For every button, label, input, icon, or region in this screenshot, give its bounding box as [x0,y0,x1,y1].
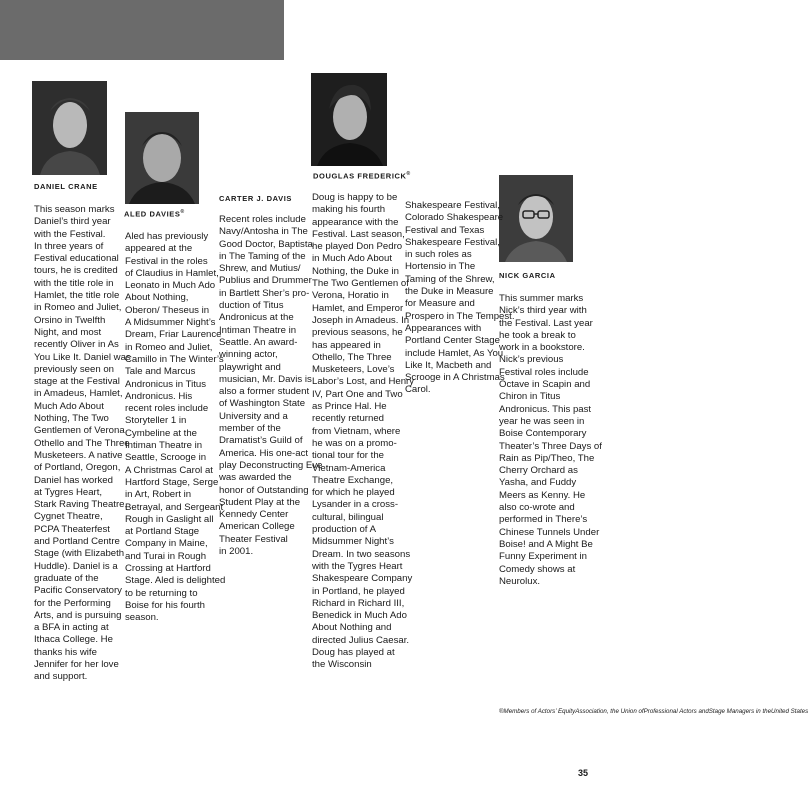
text-line: Cygnet Theatre, [34,511,103,523]
text-line: Stage Managers in the [708,708,772,715]
text-line: Nothing, the Duke in [312,265,399,277]
text-line: Appearances with [405,322,482,334]
name-nick-garcia: NICK GARCIA [499,271,556,280]
text-line: include Hamlet, As You [405,347,504,359]
text-line: honor of Outstanding [219,484,309,496]
text-line: PCPA Theaterfest [34,523,110,535]
headshot-aled-davies [125,112,199,204]
text-line: Association, the Union of [575,708,644,715]
text-line: Midsummer Night’s [312,536,394,548]
bio-carter-j-davis [219,214,322,558]
text-line: member of the [219,423,281,435]
text-line: at Portland Stage [125,526,200,538]
text-line: Joseph in Amadeus. In [312,314,410,326]
text-line: Recent roles include [219,214,306,225]
text-line: of Portland, Oregon, [34,462,121,474]
text-line: Dramatist’s Guild of [219,435,303,447]
text-line: previous seasons, he [312,327,403,339]
text-line: recent roles include [125,403,209,415]
text-line: Andronicus at the [219,312,294,324]
text-line: Musketeers, Love’s [312,364,395,376]
text-line: he played Don Pedro [312,241,403,253]
text-line: thanks his wife [34,646,97,658]
text-line: Festival and Texas [405,224,485,236]
text-line: Leonato in Much Ado [125,280,216,292]
text-line: Kennedy Center [219,509,289,521]
text-line: Hamlet, and Emperor [312,302,404,314]
text-line: in Portland, he played [312,585,405,597]
text-line: has appeared in [312,339,381,351]
text-line: the Duke in Measure [405,286,494,298]
text-line: United States [771,708,808,715]
text-line: in Much Ado About [312,253,393,265]
text-line: in 2001. [219,546,254,558]
text-line: Shakespeare Festival, [405,236,500,248]
text-line: Good Doctor, Baptista [219,238,313,250]
text-line: Yasha, and Fuddy [499,477,577,489]
text-line: Nothing, The Two [34,413,109,425]
text-line: in Bartlett Sher’s pro- [219,287,310,299]
text-line: in Amadeus, Hamlet, [34,388,123,400]
text-line: Betrayal, and Sergeant [125,501,224,513]
text-line: Hortensio in The [405,261,476,273]
text-line: Boise for his fourth [125,599,205,611]
text-line: Dream, Friar Laurence [125,329,222,341]
text-line: tours, he is credited [34,265,118,277]
text-line: Ithaca College. He [34,634,113,646]
text-line: Festival in the roles [125,255,208,267]
text-line: A Midsummer Night’s [125,317,216,329]
text-line: Stage. Aled is delighted [125,575,226,587]
text-line: Vietnam-America [312,462,386,474]
text-line: In three years of [34,240,104,252]
text-line: performed in There’s [499,514,588,526]
text-line: work in a bookstore. [499,342,585,354]
text-line: Nick’s previous [499,354,564,366]
text-line: playwright and [219,361,281,373]
text-line: Gentlemen of Verona, [34,425,128,437]
text-line: Meers as Kenny. He [499,489,586,501]
bio-douglas-frederick [312,192,414,672]
text-line: Theater’s Three Days of [499,440,602,452]
text-line: appearance with the [312,216,399,228]
text-line: Labor’s Lost, and Henry [312,376,415,388]
text-line: Huddle). Daniel is a [34,560,118,572]
text-line: Orsino in Twelfth [34,314,106,326]
text-line: Company in Maine, [125,538,208,550]
text-line: Shrew, and Mutius/ [219,263,301,275]
text-line: winning actor, [219,349,278,361]
text-line: for which he played [312,487,395,499]
text-line: making his fourth [312,204,386,216]
bio-aled-davies [125,231,225,625]
text-line: as Prince Hal. He [312,401,387,413]
text-line: Jennifer for her love [34,658,119,670]
text-line: he was on a promo- [312,437,397,449]
text-line: Tale and Marcus [125,366,196,378]
text-line: Night, and most [34,326,102,338]
text-line: to be returning to [125,587,198,599]
text-line: recently returned [312,413,384,425]
text-line: Crossing at Hartford [125,563,211,575]
text-line: Pacific Conservatory [34,585,122,597]
text-line: Like It, Macbeth and [405,359,492,371]
bio-nick-garcia [499,293,602,588]
text-line: This summer marks [499,293,584,304]
text-line: with the Tygres Heart [312,560,403,572]
text-line: stage at the Festival [34,376,120,388]
text-line: Hartford Stage, Serge [125,476,219,488]
text-line: Boise Contemporary [499,428,587,440]
text-line: Publius and Drummer [219,275,312,287]
text-line: graduate of the [34,572,99,584]
text-line: Colorado Shakespeare [405,212,504,224]
text-line: recently Oliver in As [34,339,119,351]
text-line: ®Members of Actors’ Equity [499,708,576,715]
text-line: Dream. In two seasons [312,548,411,560]
text-line: production of A [312,524,377,536]
text-line: from Vietnam, where [312,425,401,437]
text-line: Intiman Theatre in [219,324,297,336]
text-line: with the Festival. [34,228,106,240]
text-line: Festival. Last season, [312,228,405,240]
text-line: of Washington State [219,398,306,410]
text-line: musician, Mr. Davis is [219,373,312,385]
text-line: University and a [219,410,288,422]
text-line: Portland Center Stage [405,335,500,347]
text-line: and Portland Centre [34,536,120,548]
text-line: Scrooge in A Christmas [405,372,505,384]
text-line: Doug is happy to be [312,192,398,203]
text-line: for the Performing [34,597,111,609]
name-douglas-frederick: DOUGLAS FREDERICK® [313,171,411,181]
text-line: Seattle. An award- [219,336,298,348]
text-line: Taming of the Shrew, [405,273,495,285]
text-line: Nick’s third year with [499,305,587,317]
text-line: Neurolux. [499,575,541,587]
text-line: Theatre Exchange, [312,474,394,486]
text-line: Richard in Richard III, [312,597,405,609]
text-line: This season marks [34,204,115,215]
text-line: About Nothing and [312,622,392,634]
text-line: cultural, bilingual [312,511,384,523]
text-line: and support. [34,671,88,683]
text-line: Seattle, Scrooge in [125,452,207,464]
text-line: of Claudius in Hamlet, [125,267,219,279]
text-line: the Wisconsin [312,659,372,671]
text-line: Student Play at the [219,496,301,508]
text-line: Daniel has worked [34,474,113,486]
text-line: Festival roles include [499,366,589,378]
text-line: in Romeo and Juliet, [34,302,122,314]
text-line: also co-wrote and [499,502,575,514]
text-line: a BFA in acting at [34,622,109,634]
text-line: Theater Festival [219,533,288,545]
text-line: Camillo in The Winter’s [125,353,224,365]
text-line: Lysander in a cross- [312,499,399,511]
text-line: A Christmas Carol at [125,464,213,476]
text-line: Stark Raving Theatre, [34,499,128,511]
text-line: Comedy shows at [499,563,576,575]
headshot-carter-j-davis [219,128,291,180]
text-line: Benedick in Much Ado [312,610,407,622]
text-line: Oberon/ Theseus in [125,304,210,316]
text-line: for Measure and [405,298,475,310]
text-line: Cherry Orchard as [499,465,578,477]
text-line: season. [125,612,159,624]
text-line: Shakespeare Company [312,573,413,585]
text-line: Stage (with Elizabeth [34,548,125,560]
text-line: Much Ado About [34,400,104,412]
text-line: Cymbeline at the [125,427,197,439]
bio-daniel-crane [34,204,131,684]
text-line: play Deconstructing Eve [219,459,323,471]
text-line: Boise! and A Might Be [499,538,593,550]
text-line: with the title role in [34,277,114,289]
text-line: Daniel’s third year [34,216,111,228]
text-line: Carol. [405,384,431,396]
text-line: Rough in Gaslight all [125,513,214,525]
text-line: Verona, Horatio in [312,290,389,302]
text-line: Othello and The Three [34,437,130,449]
text-line: IV, Part One and Two [312,388,403,400]
text-line: Chiron in Titus [499,391,561,403]
text-line: tional tour for the [312,450,384,462]
text-line: American College [219,521,295,533]
text-line: in such roles as [405,249,472,261]
text-line: The Two Gentlemen of [312,278,409,290]
headshot-douglas-frederick [311,73,387,166]
text-line: About Nothing, [125,292,189,304]
text-line: Prospero in The Tempest. [405,310,515,322]
text-line: Andronicus in Titus [125,378,207,390]
headshot-daniel-crane [32,81,107,175]
text-line: Professional Actors and [643,708,709,715]
text-line: Aled has previously [125,231,209,242]
text-line: the Festival. Last year [499,317,593,329]
text-line: in Art, Robert in [125,489,192,501]
text-line: Navy/Antosha in The [219,226,308,238]
text-line: Doug has played at [312,646,395,658]
text-line: Andronicus. His [125,390,193,402]
name-aled-davies: ALED DAVIES® [124,209,185,219]
text-line: Chinese Tunnels Under [499,526,600,538]
text-line: and Turai in Rough [125,550,207,562]
text-line: You Like It. Daniel was [34,351,131,363]
text-line: also a former student [219,386,310,398]
text-line: Rain as Pip/Theo, The [499,452,595,464]
text-line: was awarded the [219,472,292,484]
text-line: Musketeers. A native [34,449,123,461]
equity-footnote [499,708,808,717]
name-daniel-crane: DANIEL CRANE [34,182,98,191]
text-line: previously seen on [34,363,114,375]
header-bar [0,0,284,60]
text-line: Arts, and is pursuing [34,609,122,621]
text-line: America. His one-act [219,447,309,459]
text-line: appeared at the [125,243,193,255]
text-line: Storyteller 1 in [125,415,187,427]
text-line: Funny Experiment in [499,551,587,563]
text-line: Hamlet, the title role [34,290,120,302]
text-line: in The Taming of the [219,250,306,262]
text-line: Festival educational [34,253,119,265]
text-line: he took a break to [499,329,576,341]
text-line: Othello, The Three [312,351,392,363]
name-carter-j-davis: CARTER J. DAVIS [219,194,293,203]
text-line: duction of Titus [219,300,284,312]
text-line: in Romeo and Juliet, [125,341,213,353]
text-line: at Tygres Heart, [34,486,103,498]
text-line: Intiman Theatre in [125,440,203,452]
page-number: 35 [578,768,589,778]
text-line: directed Julius Caesar. [312,634,410,646]
text-line: Octave in Scapin and [499,379,591,391]
text-line: year he was seen in [499,415,585,427]
text-line: Andronicus. This past [499,403,592,415]
text-line: Shakespeare Festival, [405,200,500,211]
